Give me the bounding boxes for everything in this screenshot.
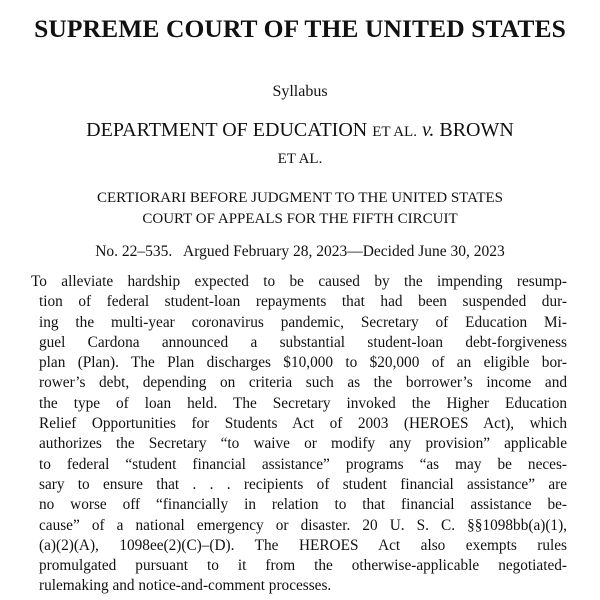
case-title [0, 118, 600, 172]
body-line: To alleviate hardship expected to be caused by the impending resump- [31, 273, 567, 290]
syllabus-label: Syllabus [272, 83, 328, 100]
body-line: plan (Plan). The Plan discharges $10,000 to $20,000 of an eligible bor- [39, 354, 567, 372]
body-line: ing the multi-year coronavirus pandemic, Secretary of Education Mi- [39, 313, 567, 331]
body-line: to federal “student financial assistance” programs “as may be neces- [39, 455, 567, 473]
docket-line: No. 22–535. Argued February 28, 2023—Decided June 30, 2023 [95, 243, 505, 260]
body-line: (a)(2)(A), 1098ee(2)(C)–(D). The HEROES Act also exempts rules [39, 536, 567, 554]
petitioner-name: DEPARTMENT OF EDUCATION [86, 119, 368, 141]
versus: v. [421, 119, 435, 141]
respondent-name: BROWN [439, 119, 514, 141]
et-al-respondent: ET AL. [277, 151, 323, 167]
body-line: the type of loan held. The Secretary invoked the Higher Education [39, 394, 567, 412]
body-line: rulemaking and notice-and-comment processes. [39, 577, 332, 595]
et-al-petitioner: ET AL. [372, 124, 417, 140]
body-line: no worse off “financially in relation to that financial assistance be- [39, 496, 567, 514]
body-line: authorizes the Secretary “to waive or modify any provision” applicable [39, 435, 567, 453]
court-header: SUPREME COURT OF THE UNITED STATES [34, 14, 566, 43]
body-line: sary to ensure that . . . recipients of student financial assistance” are [39, 475, 567, 493]
body-line: rower’s debt, depending on criteria such as the borrower’s income and [39, 374, 567, 392]
body-line: guel Cardona announced a substantial student-loan debt-forgiveness [39, 333, 567, 351]
body-line: tion of federal student-loan repayments that had been suspended dur- [39, 293, 567, 311]
body-line: Relief Opportunities for Students Act of 2003 (HEROES Act), which [39, 415, 567, 433]
syllabus-body [31, 272, 567, 597]
certiorari-heading [0, 188, 600, 230]
certiorari-line-1: CERTIORARI BEFORE JUDGMENT TO THE UNITED STATES [97, 190, 503, 206]
certiorari-line-2: COURT OF APPEALS FOR THE FIFTH CIRCUIT [142, 211, 458, 227]
body-line: cause” of a national emergency or disaster. 20 U. S. C. §§1098bb(a)(1), [39, 516, 567, 534]
body-line: promulgated pursuant to it from the otherwise-applicable negotiated- [39, 557, 567, 575]
